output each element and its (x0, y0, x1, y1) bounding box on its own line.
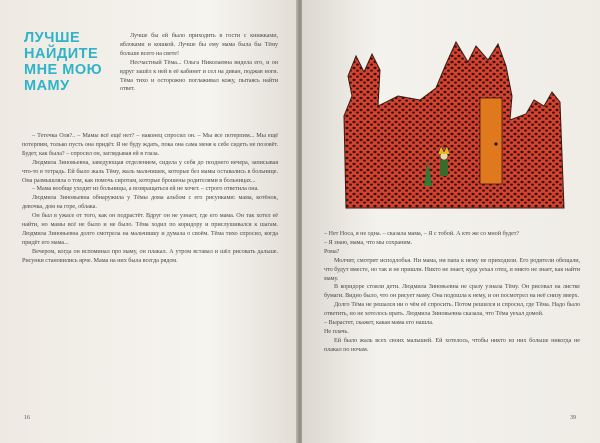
paragraph: – Мама вообще уходит из больницы, а возвращаться ей не хочет. – строго ответила она. (32, 185, 259, 193)
castle-shape (344, 42, 564, 208)
paragraph: – Нет Носа, я не одна. – сказала мама, – Я с тобой. А кто же со мной будет? (324, 230, 520, 237)
paragraph: Рома? (324, 247, 340, 255)
paragraph: – Вырастет, скажет, какая мама его нашла. (324, 319, 434, 327)
title-line-3: МНЕ МОЮ (24, 62, 103, 78)
child-drawing-illustration (338, 36, 568, 216)
door-knob (494, 142, 497, 145)
paragraph: Несчастный Тёма... Ольга Николаевна видела его, и он вдруг зашёл к ней в её кабинет и сел на диван, поджав ноги. Тёма тихо и осторожно поглаживал кожу, пытаясь найти ответ. (120, 58, 278, 93)
right-page (302, 0, 600, 443)
paragraph: Людмила Зиновьевна обнаружила у Тёмы дома альбом с его рисунками: мама, котёнок, девочка, дом на горе, облака. (22, 194, 278, 211)
title-line-1: ЛУЧШЕ (24, 30, 81, 46)
page-number-left: 16 (24, 415, 30, 421)
paragraph: Вечером, когда он вспоминал про маму, он плакал. А утром вставал и шёл рисовать дальше. Рисунки становились ярче. Мама на них была всегда рядом. (22, 247, 278, 264)
paragraph: – Тетечка Оля?.. – Мамы всё ещё нет? – наконец спросил он. – Мы все потерпим... Мы ещё потерпим, только пусть она придёт. Я не буду ждать, пока она сама меня к себе сидеть не позовёт. Будет, как была? – спросил он, заглядывая ей в глаза. (22, 132, 278, 157)
paragraph: – Я знаю, мама, что мы сохраним. (324, 238, 412, 246)
paragraph: В коридоре стояли дети. Людмила Зиновьевна не сразу узнала Тёму. Он рисовал на листке бумаги. Видно было, что он рисует маму. Она подошла к нему, и он посмотрел на неё снизу вверх. (324, 283, 580, 300)
paragraph: Долго Тёма не решался ни о чём её спросить. Потом решился и спросил, где Тёма. Надо было ответить, но не хотелось врать. Людмила Зиновьевна сказала, что Тёма уехал домой. (324, 301, 580, 318)
left-top-column (120, 32, 278, 94)
title-line-2: НАЙДИТЕ (24, 46, 99, 62)
paragraph: Молчит, смотрит исподлобья. Ни мама, ни папа к нему не приходили. Его родители обещали, что будут вместе, но так и не пришли. Никто не знает, куда уехал отец, и никто не знает, как найти маму. (324, 256, 580, 282)
paragraph: Людмила Зиновьевна, заведующая отделением, сидела у себя до позднего вечера, записывая что-то в тетрадь. Ей было жаль Тёму, жаль мальчишек, которые без мамы оставались в больнице. Она размышляла о том, как помочь сиротам, которые брошены родителями в больницах... (22, 158, 278, 184)
left-main-column (22, 132, 278, 266)
right-main-column (324, 230, 580, 355)
door-shape (480, 98, 502, 184)
page-number-right: 39 (570, 415, 576, 421)
chapter-title (24, 30, 134, 94)
paragraph: Лучше бы ей было приходить в гости с книжками, яблоками и кошкой. Лучше бы ему мама была бы Тёму больше всего на свете! (120, 32, 278, 57)
paragraph: Не плачь. (324, 327, 349, 335)
paragraph: Ей было жаль всех своих малышей. Ей хотелось, чтобы никто из них больше никогда не плакал по ночам. (324, 336, 580, 353)
title-line-4: МАМУ (24, 78, 70, 94)
paragraph: Он был в ужасе от того, как он подрастёт. Вдруг он не узнает, где его мама. Он так хотел её найти, но мамы всё не было и не было. Тёма ходил по коридору и прислушивался к шагам. Людмила Зиновьевна долго смотрела на мальчишку и думала о своём. Тёма тихо спросил, когда придёт его мама... (22, 212, 278, 246)
left-page (0, 0, 298, 443)
